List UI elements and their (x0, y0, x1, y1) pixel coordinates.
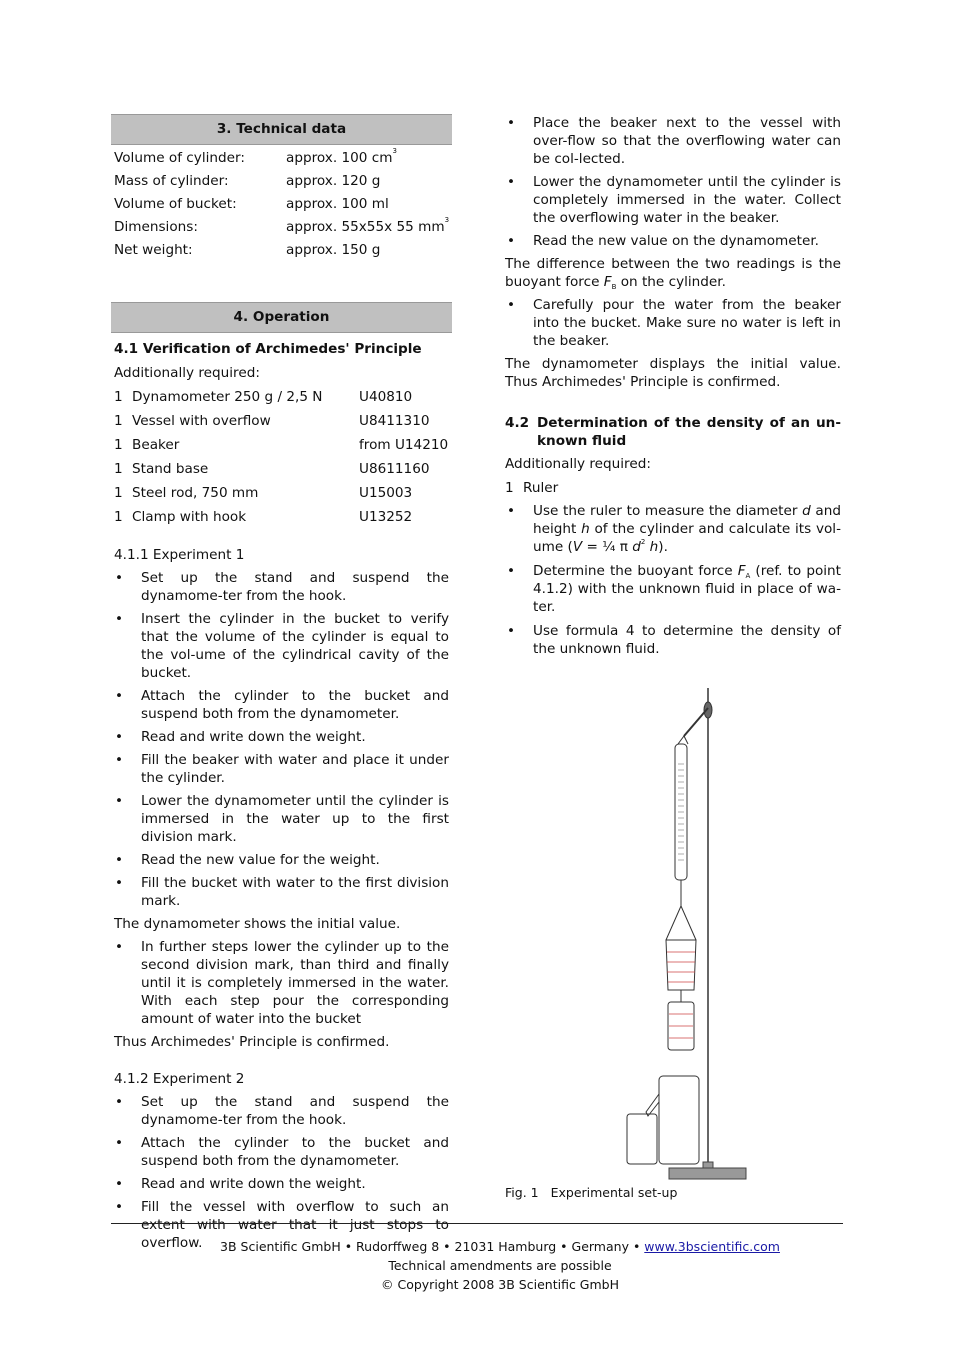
required-item: 1 Stand base U8611160 (114, 461, 430, 477)
bullet-icon: • (506, 174, 516, 190)
footer-address: 3B Scientific GmbH • Rudorffweg 8 • 21031 Hamburg • Germany • www.3bscientific.com (220, 1239, 780, 1254)
tech-row (111, 147, 452, 170)
additionally-required-2: Additionally required: (505, 456, 651, 472)
required-item: 1 Beaker from U14210 (114, 437, 449, 453)
confirmed-text: Thus Archimedes' Principle is confirmed. (114, 1034, 390, 1050)
list-item: • Fill the beaker with water and place it under the cylinder. (114, 752, 449, 786)
tech-value: approx. 150 g (286, 242, 381, 258)
bullet-icon: • (114, 688, 124, 704)
bullet-icon: • (506, 233, 516, 249)
bullet-icon: • (114, 852, 124, 868)
list-item: • Attach the cylinder to the bucket and suspend both from the dynamometer. (114, 1135, 449, 1169)
list-item: • Lower the dynamometer until the cylinder is completely immersed in the water. Collect the overflowing water in the beaker. (506, 174, 841, 226)
bullet-icon: • (506, 623, 516, 639)
initial-value-text: The dynamometer shows the initial value. (114, 916, 401, 932)
tech-row (111, 193, 452, 216)
tech-key: Mass of cylinder: (114, 173, 229, 189)
required-item: 1 Clamp with hook U13252 (114, 509, 413, 525)
experiment-1-title: 4.1.1 Experiment 1 (114, 547, 245, 563)
list-item: • Fill the bucket with water to the first division mark. (114, 875, 449, 909)
section-4-1-heading: 4.1 Verification of Archimedes' Principle (114, 341, 422, 357)
bullet-icon: • (114, 570, 124, 586)
tech-key: Net weight: (114, 242, 193, 258)
bullet-icon: • (114, 752, 124, 768)
footer-amendments: Technical amendments are possible (388, 1258, 612, 1273)
operation-heading: 4. Operation (111, 302, 452, 333)
experiment-1-steps (111, 569, 452, 910)
bullet-icon: • (114, 1176, 124, 1192)
experiment-2-title: 4.1.2 Experiment 2 (114, 1071, 245, 1087)
bullet-icon: • (506, 503, 516, 519)
pour-step (505, 296, 841, 350)
section-4-2-steps (505, 502, 841, 658)
footer-divider (111, 1223, 843, 1224)
list-item: • In further steps lower the cylinder up to the second division mark, than third and finally until it is completely immersed in the water. With each step pour the corresponding amount of water into the bucket (114, 939, 449, 1027)
right-confirmed-text: The dynamometer displays the initial value. Thus Archimedes' Principle is confirmed. (505, 356, 841, 390)
bullet-icon: • (114, 1199, 124, 1215)
list-item: • Use formula 4 to determine the density of the unknown fluid. (506, 623, 841, 657)
tech-key: Dimensions: (114, 219, 198, 235)
list-item: • Read and write down the weight. (114, 729, 366, 745)
list-item: • Lower the dynamometer until the cylinder is immersed in the water up to the first division mark. (114, 793, 449, 845)
bullet-icon: • (114, 793, 124, 809)
bullet-icon: • (114, 875, 124, 891)
list-item: • Carefully pour the water from the beaker into the bucket. Make sure no water is left in the beaker. (506, 297, 841, 349)
bullet-icon: • (114, 729, 124, 745)
tech-row (111, 239, 452, 262)
additionally-required: Additionally required: (114, 365, 260, 381)
technical-data-heading: 3. Technical data (111, 114, 452, 145)
tech-row (111, 170, 452, 193)
list-item: • Fill the vessel with overflow to such an extent with water that it just stops to overflow. (114, 1199, 449, 1251)
tech-value: approx. 100 ml (286, 196, 389, 212)
required-item: 1 Dynamometer 250 g / 2,5 N U40810 (114, 389, 413, 405)
list-item: • Read and write down the weight. (114, 1176, 366, 1192)
list-item: • Set up the stand and suspend the dynamome-ter from the hook. (114, 1094, 449, 1128)
left-column (111, 0, 452, 1257)
tech-row (111, 216, 452, 239)
experiment-2-steps-cont (505, 114, 841, 250)
technical-data-table (111, 147, 452, 262)
list-item: • Attach the cylinder to the bucket and suspend both from the dynamometer. (114, 688, 449, 722)
bullet-icon: • (506, 563, 516, 579)
bullet-icon: • (506, 115, 516, 131)
required-items-list (111, 385, 452, 529)
bullet-icon: • (114, 1135, 124, 1151)
tech-value: approx. 55x55x 55 $mm^3$ (286, 216, 450, 235)
buoyant-force-text: The difference between the two readings is the buoyant force $F_B$ on the cylinder. (505, 256, 841, 291)
list-item: • Read the new value on the dynamometer. (506, 233, 819, 249)
bullet-icon: • (114, 1094, 124, 1110)
tech-key: Volume of bucket: (114, 196, 237, 212)
list-item: • Read the new value for the weight. (114, 852, 380, 868)
section-4-2-heading: 4.2 Determination of the density of an un-known fluid (505, 415, 841, 449)
footer-copyright: © Copyright 2008 3B Scientific GmbH (381, 1277, 619, 1292)
required-item: 1 Vessel with overflow U8411310 (114, 413, 430, 429)
experimental-setup-figure (600, 684, 760, 1184)
experiment-1-steps-2 (111, 938, 452, 1028)
list-item: • Use the ruler to measure the diameter d and height h of the cylinder and calculate its vol-ume (V = ¼ π $d^2$ h). (506, 503, 841, 555)
list-item: • Determine the buoyant force $F_A$ (ref. to point 4.1.2) with the unknown fluid in place of wa-ter. (506, 563, 841, 615)
bullet-icon: • (114, 939, 124, 955)
list-item: • Place the beaker next to the vessel with over-flow so that the overflowing water can be col-lected. (506, 115, 841, 167)
ruler-item: 1 Ruler (505, 480, 559, 496)
bullet-icon: • (114, 611, 124, 627)
bullet-icon: • (506, 297, 516, 313)
experiment-2-steps (111, 1093, 452, 1252)
list-item: • Set up the stand and suspend the dynamome-ter from the hook. (114, 570, 449, 604)
required-item: 1 Steel rod, 750 mm U15003 (114, 485, 413, 501)
list-item: • Insert the cylinder in the bucket to verify that the volume of the cylinder is equal to the vol-ume of the cylindrical cavity of the bucket. (114, 611, 449, 681)
tech-value: approx. 120 g (286, 173, 381, 189)
website-link[interactable]: www.3bscientific.com (644, 1239, 780, 1254)
page-footer (111, 1237, 889, 1294)
tech-key: Volume of cylinder: (114, 150, 245, 166)
right-column (505, 0, 841, 663)
figure-caption: Fig. 1 Experimental set-up (505, 1185, 678, 1200)
tech-value: approx. 100 $cm^3$ (286, 147, 397, 166)
